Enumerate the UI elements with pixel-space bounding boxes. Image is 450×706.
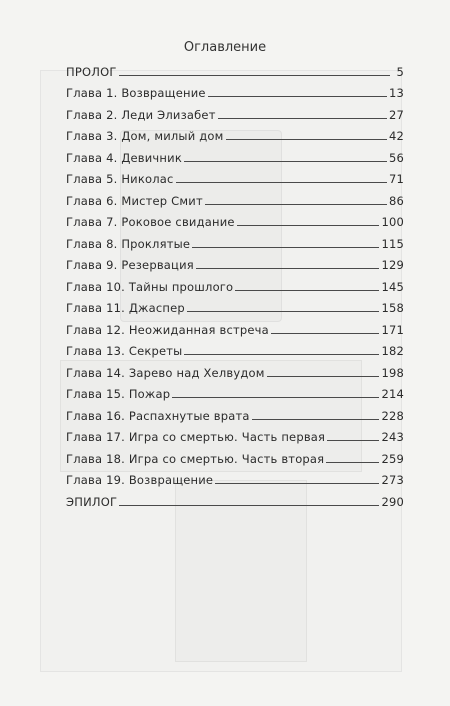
toc-entry-label: Глава 16. Распахнутые врата <box>66 408 250 423</box>
toc-entry <box>66 359 404 381</box>
toc-entry-label: ПРОЛОГ <box>66 64 117 79</box>
toc-leader-line <box>267 375 380 377</box>
toc-entry-page-number: 129 <box>381 258 404 272</box>
toc-entry <box>66 58 404 80</box>
toc-entry-label: Глава 18. Игра со смертью. Часть вторая <box>66 451 325 466</box>
toc-entry <box>66 381 404 403</box>
toc-leader-line <box>237 224 380 226</box>
toc-entry <box>66 402 404 424</box>
toc-entry-page-number: 27 <box>388 107 404 122</box>
toc-entry <box>66 338 404 360</box>
toc-entry <box>66 80 404 102</box>
toc-leader-line <box>271 332 380 334</box>
toc-entry-page-number: 259 <box>381 451 404 466</box>
toc-entry-page-number: 71 <box>388 172 404 186</box>
toc-leader-line <box>218 117 387 119</box>
toc-entry <box>66 101 404 123</box>
toc-leader-line <box>326 461 379 463</box>
toc-entry-label: Глава 4. Девичник <box>66 150 182 165</box>
toc-leader-line <box>226 138 387 140</box>
toc-entry-page-number: 171 <box>381 322 404 337</box>
toc-entry-page-number: 145 <box>381 279 404 294</box>
toc-entry-page-number: 115 <box>381 236 404 251</box>
toc-entry <box>66 445 404 467</box>
toc-entry-label: Глава 17. Игра со смертью. Часть первая <box>66 430 326 444</box>
toc-entry <box>66 166 404 188</box>
toc-leader-line <box>327 439 379 441</box>
toc-leader-line <box>205 203 387 205</box>
toc-entry-page-number: 214 <box>381 387 404 401</box>
toc-leader-line <box>192 246 379 248</box>
toc-entry-page-number: 158 <box>381 301 404 315</box>
toc-entry-label: Глава 12. Неожиданная встреча <box>66 322 269 337</box>
toc-entry <box>66 488 404 510</box>
toc-leader-line <box>119 74 390 76</box>
toc-entry <box>66 187 404 209</box>
toc-entry-label: Глава 3. Дом, милый дом <box>66 129 224 143</box>
toc-entry-label: Глава 14. Зарево над Хелвудом <box>66 365 265 380</box>
toc-entry-label: Глава 2. Леди Элизабет <box>66 107 216 122</box>
toc-entry-page-number: 86 <box>388 193 404 208</box>
toc-entry <box>66 144 404 166</box>
toc-entry-label: Глава 5. Николас <box>66 172 174 186</box>
toc-entry-label: Глава 15. Пожар <box>66 387 171 401</box>
toc-entry-page-number: 56 <box>388 150 404 165</box>
toc-entry-label: Глава 19. Возвращение <box>66 473 214 487</box>
toc-entry <box>66 467 404 489</box>
toc-entry <box>66 316 404 338</box>
toc-leader-line <box>215 482 379 484</box>
toc-entry-page-number: 100 <box>381 215 404 229</box>
toc-entry-page-number: 198 <box>381 365 404 380</box>
toc-entry-label: Глава 10. Тайны прошлого <box>66 279 234 294</box>
toc-entry-page-number: 5 <box>396 64 404 79</box>
page-title: Оглавление <box>183 40 267 55</box>
toc-entry-label: Глава 6. Мистер Смит <box>66 193 203 208</box>
toc-entry-page-number: 42 <box>388 129 404 143</box>
toc-leader-line <box>187 310 380 312</box>
toc-entry <box>66 295 404 317</box>
table-of-contents <box>66 58 404 510</box>
toc-entry-page-number: 228 <box>381 408 404 423</box>
toc-leader-line <box>184 160 387 162</box>
toc-entry-label: Глава 1. Возвращение <box>66 86 206 100</box>
toc-entry-page-number: 273 <box>381 473 404 487</box>
toc-leader-line <box>196 267 380 269</box>
toc-entry <box>66 424 404 446</box>
toc-entry-label: Глава 11. Джаспер <box>66 301 185 315</box>
toc-leader-line <box>208 95 387 97</box>
toc-entry <box>66 273 404 295</box>
toc-entry-label: Глава 7. Роковое свидание <box>66 215 235 229</box>
toc-entry-label: Глава 9. Резервация <box>66 258 194 272</box>
toc-leader-line <box>172 396 379 398</box>
toc-entry <box>66 209 404 231</box>
toc-leader-line <box>235 289 379 291</box>
toc-entry-page-number: 290 <box>381 494 404 509</box>
toc-entry-label: ЭПИЛОГ <box>66 494 118 509</box>
toc-entry <box>66 252 404 274</box>
toc-entry <box>66 230 404 252</box>
toc-entry-label: Глава 13. Секреты <box>66 344 183 358</box>
toc-entry <box>66 123 404 145</box>
toc-entry-page-number: 243 <box>381 430 404 444</box>
toc-leader-line <box>176 181 387 183</box>
toc-entry-page-number: 13 <box>388 86 404 100</box>
toc-entry-label: Глава 8. Проклятые <box>66 236 191 251</box>
toc-leader-line <box>184 353 379 355</box>
toc-leader-line <box>252 418 380 420</box>
toc-entry-page-number: 182 <box>381 344 404 358</box>
toc-leader-line <box>119 504 379 506</box>
